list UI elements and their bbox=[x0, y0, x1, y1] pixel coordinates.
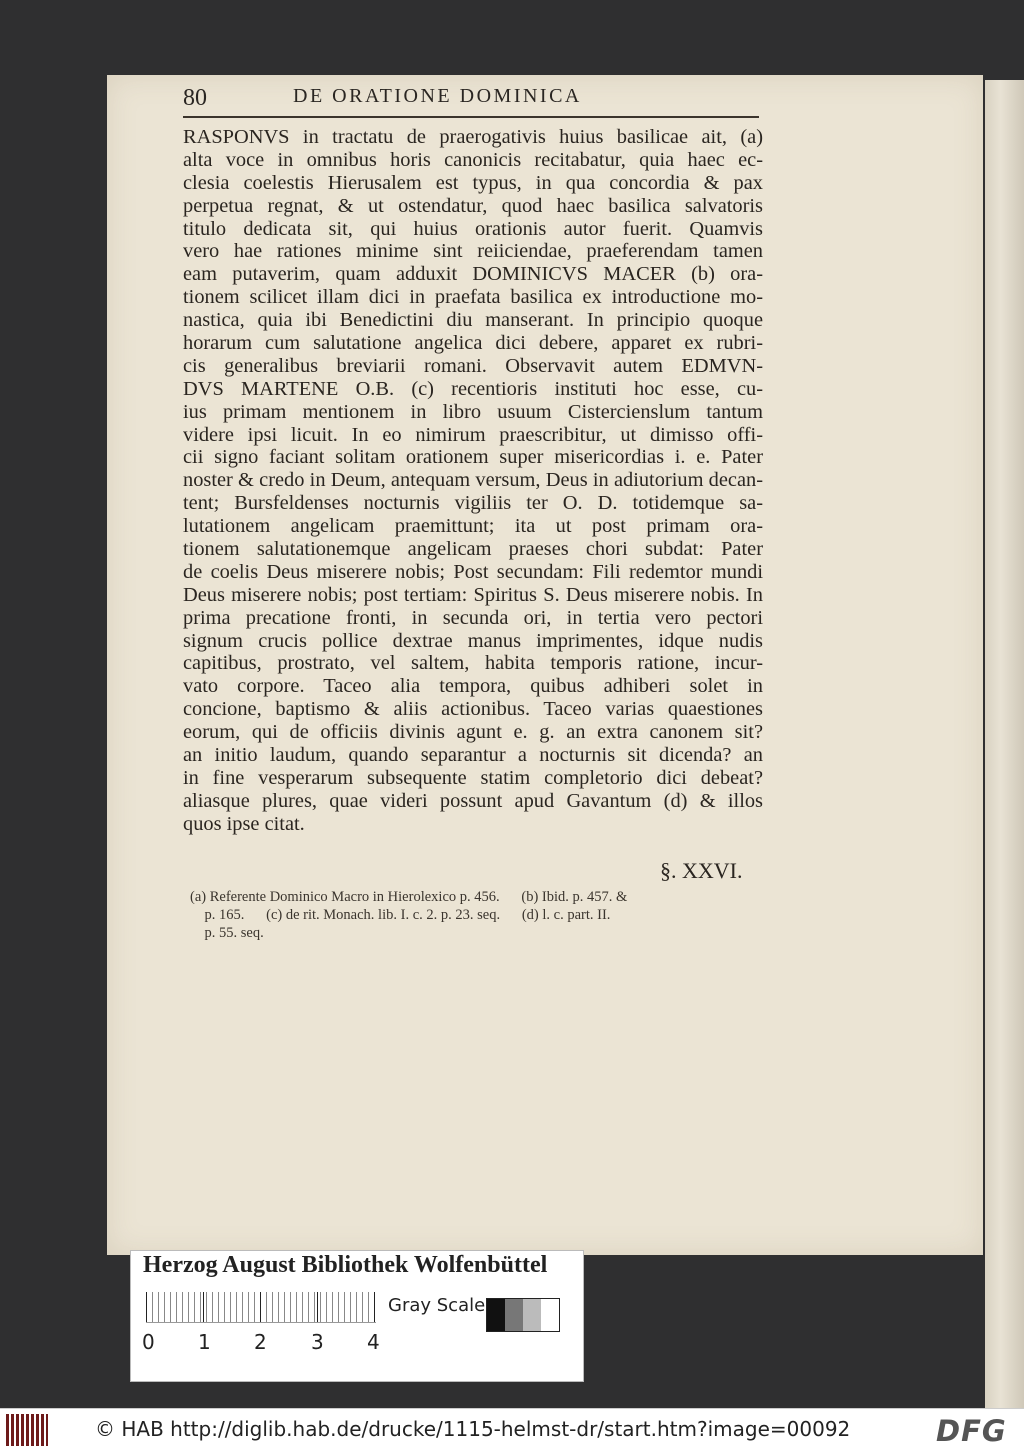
gray-swatch bbox=[523, 1299, 541, 1331]
page-number: 80 bbox=[183, 85, 207, 111]
text-line: tent; Bursfeldenses nocturnis vigiliis ter O. D. totidemque sa- bbox=[183, 492, 763, 515]
text-line: tionem scilicet illam dici in praefata basilica ex introductione mo- bbox=[183, 286, 763, 309]
copyright-link[interactable]: © HAB http://diglib.hab.de/drucke/1115-helmst-dr/start.htm?image=00092 bbox=[95, 1417, 851, 1441]
gray-swatches bbox=[486, 1298, 560, 1332]
text-line: perpetua regnat, & ut ostendatur, quod haec basilica salvatoris bbox=[183, 194, 763, 217]
gray-swatch bbox=[505, 1299, 523, 1331]
text-line: nastica, quia ibi Benedictini diu manserant. In principio quoque bbox=[183, 309, 763, 332]
gray-scale-label: Gray Scale bbox=[388, 1295, 486, 1316]
text-line: Deus miserere nobis; post tertiam: Spiritus S. Deus miserere nobis. In bbox=[183, 583, 763, 606]
ruler-major-tick bbox=[146, 1292, 147, 1322]
scale-number: 0 bbox=[142, 1330, 155, 1354]
body-text bbox=[183, 126, 763, 836]
text-line: videre ipsi licuit. In eo nimirum praescribitur, ut dimisso offi- bbox=[183, 423, 763, 446]
text-line: titulo dedicata sit, qui huius orationis autor fuerit. Quamvis bbox=[183, 217, 763, 240]
gray-swatch bbox=[487, 1299, 505, 1331]
text-line: eam putaverim, quam adduxit DOMINICVS MACER (b) ora- bbox=[183, 263, 763, 286]
text-line: RASPONVS in tractatu de praerogativis huius basilicae ait, (a) bbox=[183, 126, 763, 148]
text-line: vato corpore. Taceo alia tempora, quibus adhiberi solet in bbox=[183, 675, 763, 698]
text-line: in fine vesperarum subsequente statim completorio dici debeat? bbox=[183, 766, 763, 789]
ruler-major-tick bbox=[260, 1292, 261, 1322]
text-line: signum crucis pollice dextrae manus imprimentes, idque nudis bbox=[183, 629, 763, 652]
text-line: vero hae rationes minime sint reiiciendae, praeferendam tamen bbox=[183, 240, 763, 263]
ruler-ticks bbox=[146, 1292, 376, 1322]
text-line: ius primam mentionem in libro usuum Cistercienslum tantum bbox=[183, 400, 763, 423]
text-line: tionem salutationemque angelicam praeses chori subdat: Pater bbox=[183, 538, 763, 561]
text-line: concione, baptismo & aliis actionibus. Taceo varias quaestiones bbox=[183, 698, 763, 721]
ruler-major-tick bbox=[374, 1292, 375, 1322]
scale-number: 2 bbox=[254, 1330, 267, 1354]
scale-number: 1 bbox=[198, 1330, 211, 1354]
text-line: aliasque plures, quae videri possunt apud Gavantum (d) & illos bbox=[183, 789, 763, 812]
text-line: prima precatione fronti, in secunda ori, in tertia vero pectori bbox=[183, 606, 763, 629]
scale-number: 4 bbox=[367, 1330, 380, 1354]
text-line: quos ipse citat. bbox=[183, 812, 305, 835]
text-line: clesia coelestis Hierusalem est typus, in qua concordia & pax bbox=[183, 171, 763, 194]
footnote-line: p. 55. seq. bbox=[190, 925, 264, 941]
text-line: eorum, qui de officiis divinis agunt e. g. an extra canonem sit? bbox=[183, 721, 763, 744]
gray-swatch bbox=[541, 1299, 559, 1331]
ruler-major-tick bbox=[203, 1292, 204, 1322]
text-line: de coelis Deus miserere nobis; Post secundam: Fili redemtor mundi bbox=[183, 560, 763, 583]
adjacent-page-edge bbox=[985, 80, 1024, 1420]
text-line: cis generalibus breviarii romani. Observavit autem EDMVN- bbox=[183, 354, 763, 377]
ruler bbox=[146, 1292, 376, 1323]
text-line: lutationem angelicam praemittunt; ita ut post primam ora- bbox=[183, 515, 763, 538]
text-line: capitibus, prostrato, vel saltem, habita temporis ratione, incur- bbox=[183, 652, 763, 675]
dfg-logo: DFG bbox=[936, 1414, 1007, 1448]
footnote-line: p. 165. (c) de rit. Monach. lib. I. c. 2. p. 23. seq. (d) l. c. part. II. bbox=[190, 907, 611, 923]
text-line: noster & credo in Deum, antequam versum, Deus in adiutorium decan- bbox=[183, 469, 763, 492]
footnote-line: (a) Referente Dominico Macro in Hierolexico p. 456. (b) Ibid. p. 457. & bbox=[190, 889, 628, 905]
scale-number: 3 bbox=[311, 1330, 324, 1354]
library-name: Herzog August Bibliothek Wolfenbüttel bbox=[143, 1252, 548, 1278]
page-header bbox=[183, 85, 757, 115]
ruler-major-tick bbox=[317, 1292, 318, 1322]
running-title: DE ORATIONE DOMINICA bbox=[293, 85, 582, 107]
section-number: §. XXVI. bbox=[660, 858, 743, 883]
text-line: alta voce in omnibus horis canonicis recitabatur, quia haec ec- bbox=[183, 148, 763, 171]
barcode-icon bbox=[6, 1414, 48, 1446]
footnotes bbox=[190, 888, 760, 942]
text-line: DVS MARTENE O.B. (c) recentioris instituti hoc esse, cu- bbox=[183, 377, 763, 400]
header-rule bbox=[183, 116, 759, 118]
text-line: horarum cum salutatione angelica dici debere, apparet ex rubri- bbox=[183, 332, 763, 355]
text-line: an initio laudum, quando separantur a nocturnis sit dicenda? an bbox=[183, 744, 763, 767]
text-line: cii signo faciant solitam orationem super misericordias i. e. Pater bbox=[183, 446, 763, 469]
